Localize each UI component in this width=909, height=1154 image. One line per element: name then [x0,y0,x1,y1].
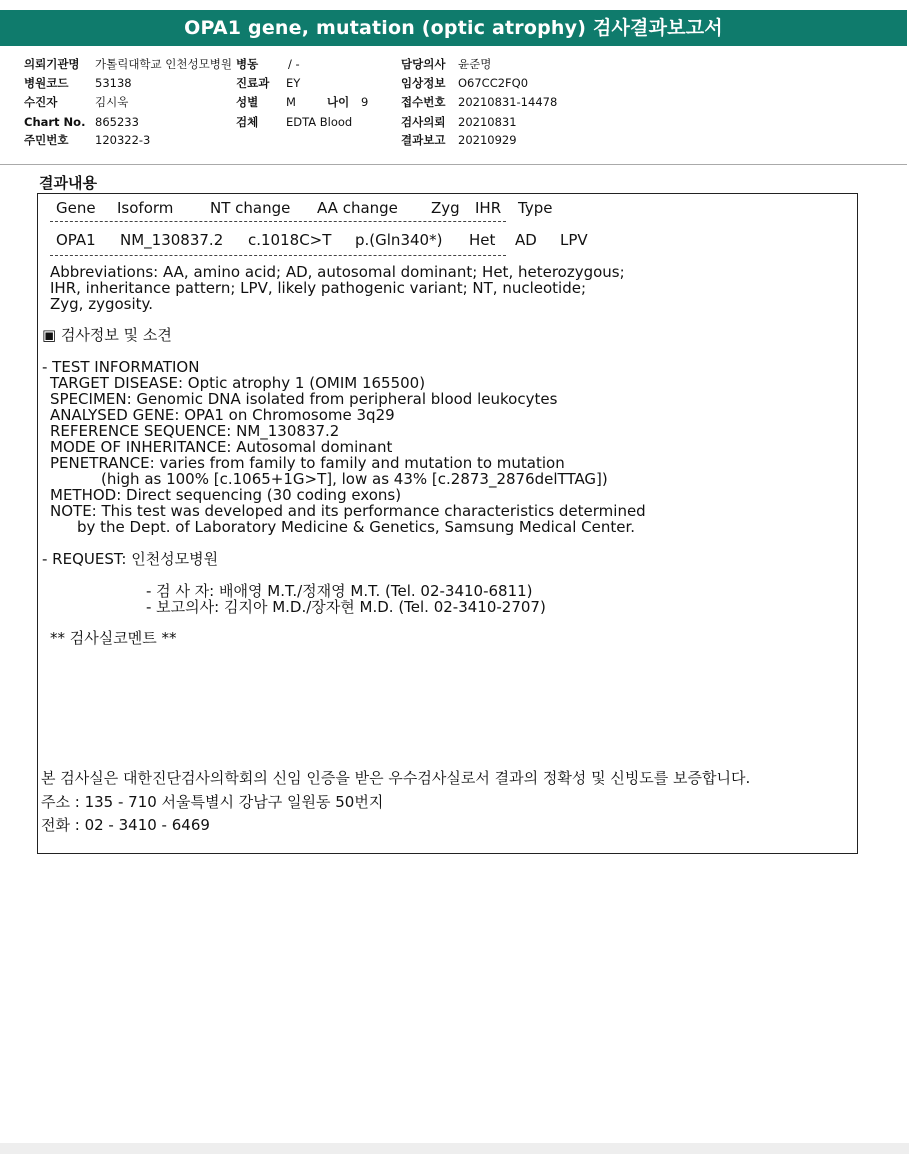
table-cell-type: LPV [560,231,588,249]
test-info-line: NOTE: This test was developed and its performance characteristics determined [50,502,646,520]
header-label: 나이 [327,95,350,109]
header-value: O67CC2FQ0 [458,76,529,90]
test-info-line: (high as 100% [c.1065+1G>T], low as 43% [c.2873_2876delTTAG]) [101,470,608,488]
header-value: 20210831-14478 [458,95,558,109]
header-label: 성별 [236,95,259,109]
table-header-type: Type [518,199,553,217]
table-divider [50,221,506,222]
header-label: 담당의사 [401,57,446,71]
test-info-heading: - TEST INFORMATION [42,358,200,376]
findings-heading: ▣ 검사정보 및 소견 [42,326,172,344]
staff-line: - 보고의사: 김지아 M.D./장자현 M.D. (Tel. 02-3410-2707) [146,598,546,616]
header-label: 결과보고 [401,133,446,147]
lab-comment-heading: ** 검사실코멘트 ** [50,629,177,647]
header-label: 임상정보 [401,76,446,90]
table-header-isoform: Isoform [117,199,174,217]
header-label: 검사의뢰 [401,115,446,129]
abbreviations-line: Abbreviations: AA, amino acid; AD, autosomal dominant; Het, heterozygous; [50,263,625,281]
abbreviations-line: Zyg, zygosity. [50,295,154,313]
request-line: - REQUEST: 인천성모병원 [42,550,219,568]
header-label: 주민번호 [24,133,69,147]
test-info-line: ANALYSED GENE: OPA1 on Chromosome 3q29 [50,406,395,424]
table-header-gene: Gene [56,199,96,217]
table-cell-ihr: AD [515,231,537,249]
header-value: 김시욱 [95,95,129,109]
header-value: / - [288,57,300,71]
header-label: Chart No. [24,115,86,129]
test-info-line: MODE OF INHERITANCE: Autosomal dominant [50,438,393,456]
header-value: 53138 [95,76,132,90]
header-label: 병원코드 [24,76,69,90]
table-divider [50,255,506,256]
header-value: 9 [361,95,369,109]
header-divider [0,164,907,165]
table-header-aa-change: AA change [317,199,398,217]
table-cell-zyg: Het [469,231,496,249]
header-value: 20210831 [458,115,517,129]
header-label: 검체 [236,115,259,129]
table-cell-gene: OPA1 [56,231,96,249]
table-header-nt-change: NT change [210,199,291,217]
header-value: EDTA Blood [286,115,353,129]
table-cell-aa-change: p.(Gln340*) [355,231,443,249]
header-value: 20210929 [458,133,517,147]
header-value: 윤준명 [458,57,492,71]
test-info-line: TARGET DISEASE: Optic atrophy 1 (OMIM 165500) [50,374,426,392]
header-value: 865233 [95,115,139,129]
table-cell-nt-change: c.1018C>T [248,231,332,249]
table-cell-isoform: NM_130837.2 [120,231,224,249]
report-title: OPA1 gene, mutation (optic atrophy) 검사결과보고서 [0,10,907,46]
test-info-line: SPECIMEN: Genomic DNA isolated from peripheral blood leukocytes [50,390,558,408]
address-line: 주소 : 135 - 710 서울특별시 강남구 일원동 50번지 [41,793,384,811]
header-value: 가톨릭대학교 인천성모병원 [95,57,232,71]
results-heading: 결과내용 [39,174,97,192]
abbreviations-line: IHR, inheritance pattern; LPV, likely pathogenic variant; NT, nucleotide; [50,279,587,297]
header-label: 진료과 [236,76,270,90]
test-info-line: METHOD: Direct sequencing (30 coding exons) [50,486,402,504]
staff-line: - 검 사 자: 배애영 M.T./정재영 M.T. (Tel. 02-3410-6811) [146,582,533,600]
header-value: EY [286,76,301,90]
header-label: 수진자 [24,95,58,109]
header-value: 120322-3 [95,133,151,147]
header-value: M [286,95,296,109]
page-bottom-strip [0,1143,909,1154]
test-info-line: PENETRANCE: varies from family to family and mutation to mutation [50,454,565,472]
header-label: 접수번호 [401,95,446,109]
table-header-ihr: IHR [475,199,502,217]
table-header-zyg: Zyg [431,199,460,217]
test-info-line: REFERENCE SEQUENCE: NM_130837.2 [50,422,340,440]
certification-statement: 본 검사실은 대한진단검사의학회의 신임 인증을 받은 우수검사실로서 결과의 정확성 및 신빙도를 보증합니다. [41,769,751,787]
test-info-line: by the Dept. of Laboratory Medicine & Genetics, Samsung Medical Center. [77,518,636,536]
header-label: 병동 [236,57,259,71]
phone-line: 전화 : 02 - 3410 - 6469 [41,816,210,834]
header-label: 의뢰기관명 [24,57,80,71]
